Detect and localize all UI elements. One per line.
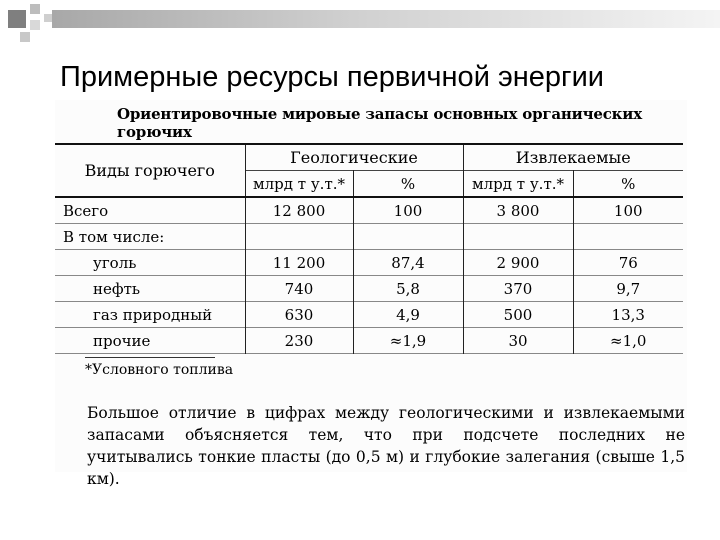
column-header-percent: % <box>621 174 636 193</box>
footnote-divider <box>85 357 215 358</box>
cell-ext: 370 <box>463 276 573 302</box>
row-label: газ природный <box>55 302 245 328</box>
decor-square <box>30 20 40 30</box>
column-group-geological: Геологические <box>245 144 463 171</box>
cell-ext-pct: ≈1,0 <box>610 331 647 350</box>
explanation-paragraph: Большое отличие в цифрах между геологическими и извлекаемыми запасами объясняется тем, что при подсчете последних не учитывались тонкие пласты (до 0,5 м) и глубокие залегания (свыше 1,5 км). <box>87 404 685 488</box>
row-label: нефть <box>55 276 245 302</box>
cell-geo: 630 <box>245 302 353 328</box>
cell-geo-pct: 5,8 <box>353 276 463 302</box>
cell-ext <box>463 224 573 250</box>
decor-square <box>44 14 52 22</box>
row-label: В том числе: <box>55 224 245 250</box>
table-row <box>55 197 683 224</box>
header-gradient-bar <box>52 10 720 28</box>
cell-ext-pct: 9,7 <box>616 279 641 298</box>
table-header-row <box>55 144 683 171</box>
footnote: *Условного топлива <box>85 362 234 378</box>
column-group-extractable: Извлекаемые <box>515 148 631 167</box>
table-row <box>55 276 683 302</box>
cell-ext-pct: 100 <box>613 201 643 220</box>
cell-ext: 500 <box>463 302 573 328</box>
column-header-unit: млрд т у.т.* <box>245 171 353 198</box>
cell-ext: 30 <box>463 328 573 354</box>
cell-geo-pct: ≈1,9 <box>353 328 463 354</box>
cell-geo: 740 <box>245 276 353 302</box>
cell-geo: 12 800 <box>245 197 353 224</box>
row-label: уголь <box>55 250 245 276</box>
cell-geo: 11 200 <box>245 250 353 276</box>
slide-title: Примерные ресурсы первичной энергии <box>60 61 604 93</box>
cell-geo-pct <box>353 224 463 250</box>
cell-geo-pct: 4,9 <box>353 302 463 328</box>
cell-geo-pct: 87,4 <box>353 250 463 276</box>
row-label: прочие <box>55 328 245 354</box>
table-row <box>55 224 683 250</box>
cell-ext: 2 900 <box>463 250 573 276</box>
fuel-reserves-table <box>55 143 683 354</box>
row-label: Всего <box>55 197 245 224</box>
cell-geo <box>245 224 353 250</box>
cell-geo: 230 <box>245 328 353 354</box>
decor-square <box>30 4 40 14</box>
table-row <box>55 328 683 354</box>
scanned-page <box>55 100 687 488</box>
table-heading: Ориентировочные мировые запасы основных органических горючих <box>117 105 642 141</box>
column-header-kind: Виды горючего <box>55 144 245 197</box>
column-header-percent: % <box>353 171 463 198</box>
cell-ext-pct <box>573 224 683 250</box>
decor-square <box>8 10 26 28</box>
column-header-unit: млрд т у.т.* <box>463 171 573 198</box>
cell-ext-pct: 76 <box>618 253 638 272</box>
table-row <box>55 302 683 328</box>
table-row <box>55 250 683 276</box>
decor-square <box>20 32 30 42</box>
cell-ext-pct: 13,3 <box>611 305 645 324</box>
cell-geo-pct: 100 <box>353 197 463 224</box>
cell-ext: 3 800 <box>463 197 573 224</box>
